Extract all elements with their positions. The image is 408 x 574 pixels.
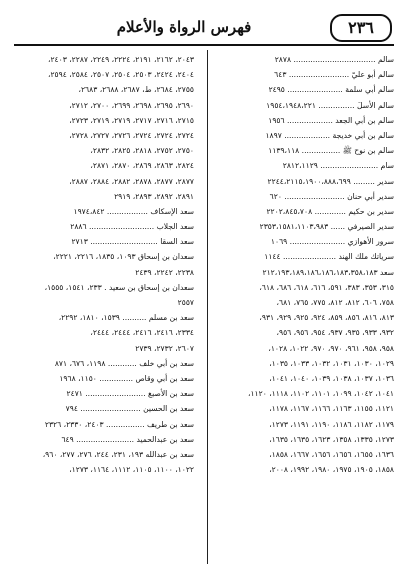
index-entry: ٢٧٥٠، ٢٧٥٢، ٢٨١٨، ٢٨٢٥، ٢٨٣٢، <box>90 146 194 156</box>
header-rule <box>14 44 394 46</box>
index-entry: سعد بن عبدالحميد ........................ ٦٤٩ <box>61 434 194 444</box>
index-entry: ٩٥٨، ٩٥٨، ٩٦١، ٩٧٠، ٩٧٠، ١٠٢٢، ١٠٢٨، <box>268 343 394 353</box>
index-entry: سعد بن أبي وقاص .............. ١١٥٠، ١٩٦٨ <box>59 373 194 383</box>
index-entry: ١١٧٩، ١١٨٢، ١١٨٦، ١١٩٠، ١١٩١، ١٢٧٣، <box>269 419 394 429</box>
index-entry: سدير أبي حنان ......................... ٦٢٠ <box>269 191 394 201</box>
index-entry: سعدان بن إسحاق ١٠٩٣، ١٨٣٥، ٢٢١٦، ٢٢٢١، <box>53 252 194 262</box>
index-entry: سعد الإسكاف ................. ١٩٧٤،٨٤٢ <box>73 206 194 216</box>
index-entry: ٩٣٢، ٩٣٣، ٩٣٥، ٩٣٧، ٩٥٤، ٩٥٦، ٩٥٦، <box>276 328 394 338</box>
index-entry: ٢٧٥٥، ٢٦٨٤، ط، ٢٦٨٧، ٢٦٨٨، ٢٦٨٣، <box>78 85 194 95</box>
index-entry: ١٠٢٢، ١١٠٠، ١١٠٥، ١١١٢، ١١٦٤، ١٢٧٣، <box>69 465 194 475</box>
index-entry: سعد بن أبي خلف ............ ١١٩٨، ٦٧٦، ٨٧١ <box>54 358 194 368</box>
index-entry: سدير الصيرفي ...... ٢٣٥٣،١٥٨١،١١٠٣،٩٨٣ <box>259 222 394 232</box>
index-entry: سعد ٢١٢،١٩٣،١٨٩،١٨٦،١٨٦،١٨٣،٣٥٨،١٨٣ <box>262 267 394 277</box>
index-entry: سدير ......... ٢٢٤٤،٢١١٥،١٩٠٠،٨٨٨،٦٩٩ <box>267 176 394 186</box>
index-entry: سعد بن طريف ................ ٢٤٠٣، ٢٣٣٠، ٢٣٢٦ <box>44 419 194 429</box>
index-entry: سالم بن أبي الجعد ................... ١٩٥٦ <box>268 115 394 125</box>
index-entry: ٢٤٠٤، ٢٤٢٤، ٢٥٠٣، ٢٥٠٤، ٢٥٠٧، ٢٥٨٤، ٢٥٩٤، <box>48 70 194 80</box>
index-entry: ٢٣٣٤، ٢٤١٦، ٢٤١٦، ٢٤٤٤، ٢٤٤٤، <box>90 328 194 338</box>
index-entry: سام ........................ ٢٨١٢،١١٢٩ <box>282 161 394 171</box>
index-entry: سعد بن الحسين ......................... ٧٩٤ <box>65 404 194 414</box>
index-entry: ١٨٥٨، ١٩٠٥، ١٩٧٥، ١٩٨٠، ١٩٩٢، ٢٠٠٨، <box>269 465 394 475</box>
index-entry: ٢٨٧٧، ٢٨٧٧، ٢٨٧٨، ٢٨٨٢، ٢٨٨٤، ٢٨٨٧، <box>69 176 194 186</box>
index-entry: سعد بن الأصبغ ......................... ٢٤٧١ <box>66 389 194 399</box>
right-column <box>198 52 394 568</box>
index-entry: سالم .................................. ٢٨٧٨ <box>274 55 394 64</box>
index-entry: سدير بن حكيم ............. ٢٢٠٢،٨٤٥،٧٠٨ <box>266 206 394 216</box>
index-entry: سرياتك ملك الهند ...................... ١١٤٤ <box>264 252 394 262</box>
index-entry: ١٠٢٩، ١٠٣٠، ١٠٣١، ١٠٣٢، ١٠٣٣، ١٠٣٥، <box>269 358 394 368</box>
page-title: فهرس الرواة والأعلام <box>116 18 252 36</box>
index-entry: ٧٥٨، ٦٠٦، ٨١٢، ٨١٢، ٧٧٥، ٧٦٥، ٦٨١، <box>276 298 394 307</box>
index-entry: سالم أبو عليّ ......................... ٦٤٣ <box>274 70 394 80</box>
index-entry: سالم الأسلَ ............... ١٩٥٤،١٩٤٨،٢٢١ <box>266 100 394 110</box>
index-entry: ٢٠٤٣، ٢١٦٢، ٢١٩١، ٢٢٢٤، ٢٢٤٩، ٢٢٨٧، ٢٤٠٣، <box>48 55 194 64</box>
index-entry: سالم أبي سلمة ....................... ٢٤٩٥ <box>268 85 394 95</box>
index-entry: ٢٨٢٤، ٢٨٦٣، ٢٨٦٩، ٢٨٧٠، ٢٨٧١، <box>90 161 194 171</box>
index-entry: ٢٧٢٤، ٢٧٢٤، ٢٧٢٤، ٢٧٢٦، ٢٧٢٧، ٢٧٢٨، <box>69 130 194 140</box>
left-column <box>10 52 194 568</box>
index-entry: سعد السقا ............................ ٢٧١٣ <box>71 237 194 247</box>
index-entry: ٣١٥، ٣٥٣، ٣٨٣، ٥٩١، ٦١٦، ٦١٨، ٦٨٦، ٦١٨، <box>259 282 394 292</box>
index-entry: ٢٥٥٧ <box>177 298 194 307</box>
index-entry: ١٦٣٦، ١٦٥٥، ١٦٥٦، ١٦٥٦، ١٦٦٧، ١٨٥٨، <box>269 449 394 459</box>
index-entry: ٢٦٠٧، ٢٧٣٢، ٢٧٣٩ <box>135 343 194 353</box>
index-entry: ٨١٣، ٨١٦، ٨٥٦، ٨٥٩، ٩٢٤، ٩٢٥، ٩٢٩، ٩٣١، <box>259 313 394 323</box>
index-entry: ١٢٧٣، ١٣٣٥، ١٣٥٨، ١٦٢٣، ١٦٣٥، ١٦٣٥، <box>269 434 394 444</box>
index-entry: سالم بن نوح ﷺ ................ ١١٣٩،١١٨ <box>268 146 394 156</box>
index-entry: ١٠٤١، ١٠٤٢، ١٠٩٩، ١١٠١، ١١٠٢، ١١١٨، ١١٢٠، <box>248 389 394 399</box>
index-entry: سعد بن مسلم .......... ١٥٣٩، ١٨١٠، ٢٢٩٢، <box>58 313 194 323</box>
index-entry: سعد الجلاب ........................... ٢٨٨٦ <box>70 222 194 232</box>
page-number: ٢٣٦ <box>330 14 392 42</box>
index-entry: ٢٨٩١، ٢٨٩٢، ٢٨٩٣، ٢٩١٩ <box>114 191 194 201</box>
index-entry: ٢٦٩٠، ٢٦٩٥، ٢٦٩٨، ٢٦٩٩، ٢٧٠٠، ٢٧١٢، <box>69 100 194 110</box>
index-entry: ٢٧١٥، ٢٧١٦، ٢٧١٧، ٢٧١٩، ٢٧١٩، ٢٧٢٣، <box>69 115 194 125</box>
index-entry: سعدان بن إسحاق بن سعيد . ٢٣٣، ١٥٤١، ١٥٥٥، <box>44 282 194 292</box>
page-header <box>14 14 394 42</box>
index-entry: ٢٢٣٨، ٢٢٤٢، ٢٤٣٩ <box>135 267 194 277</box>
index-entry: ١٠٣٦، ١٠٣٧، ١٠٣٨، ١٠٣٩، ١٠٤٠، ١٠٤١، <box>269 373 394 383</box>
index-entry: سعد بن عبدالله ١٩٣، ٢٣١، ٢٤٤، ٢٧٦، ٢٧٧، ٩٦٠، <box>42 449 194 459</box>
index-entry: سالم بن أبي خديجة ................... ١٨٩٧ <box>265 130 394 140</box>
index-entry: سرور الأهوازي ....................... ١٠٦٩ <box>270 237 394 247</box>
index-entry: ١١٢١، ١١٥٥، ١١٦٣، ١١٦٦، ١١٦٧، ١١٧٨، <box>269 404 394 414</box>
